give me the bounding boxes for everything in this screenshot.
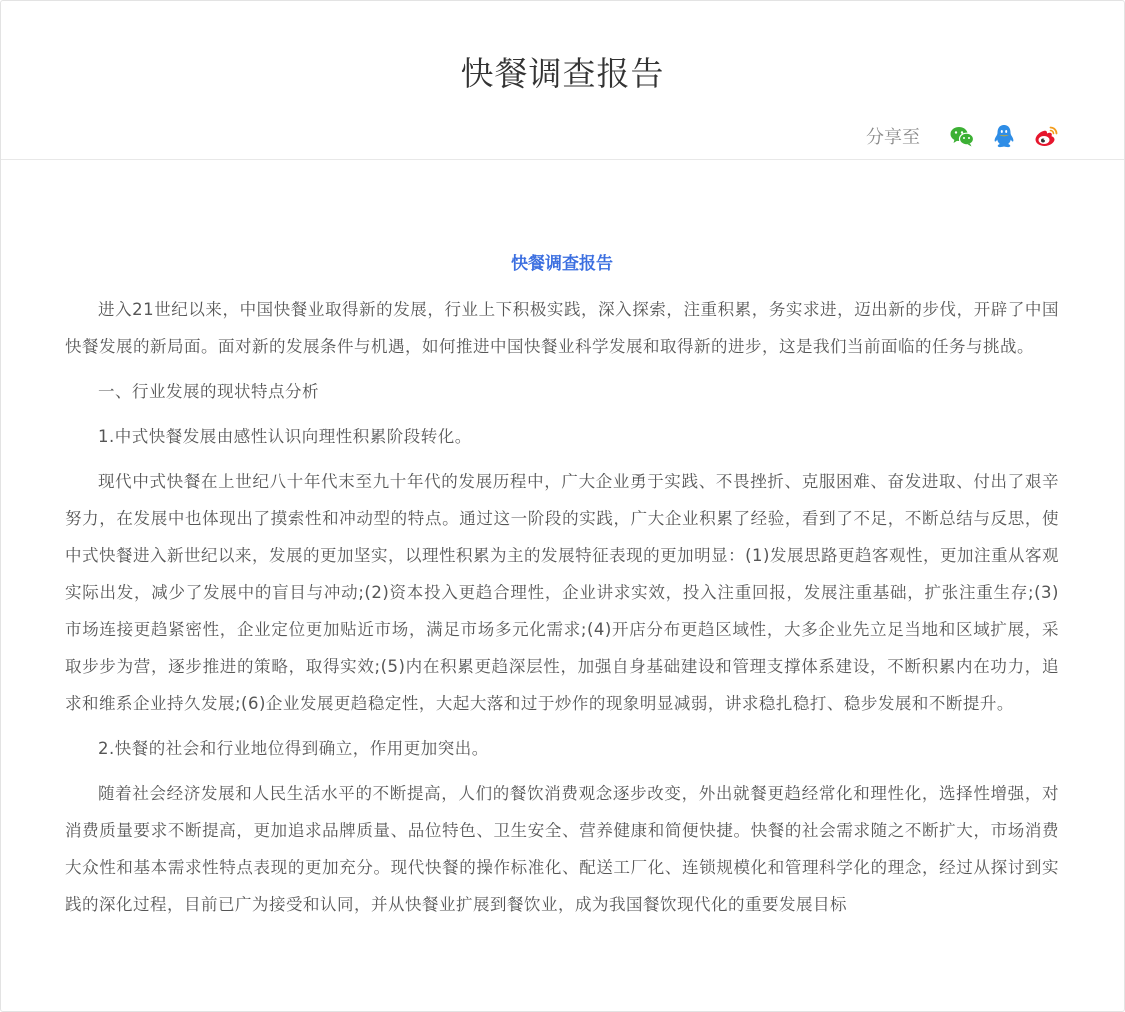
page-header	[1, 1, 1124, 160]
subsection-heading: 1.中式快餐发展由感性认识向理性积累阶段转化。	[98, 427, 472, 446]
article-body	[65, 246, 1059, 923]
page-title: 快餐调查报告	[460, 54, 665, 93]
subsection-heading: 2.快餐的社会和行业地位得到确立，作用更加突出。	[98, 739, 489, 758]
wechat-icon[interactable]	[948, 122, 976, 150]
article-paragraph: 进入21世纪以来，中国快餐业取得新的发展，行业上下积极实践，深入探索，注重积累，务实求进，迈出新的步伐，开辟了中国快餐发展的新局面。面对新的发展条件与机遇，如何推进中国快餐业科学发展和取得新的进步，这是我们当前面临的任务与挑战。	[65, 300, 1059, 356]
share-label: 分享至	[866, 127, 920, 148]
share-bar	[866, 121, 1060, 151]
qq-icon[interactable]	[990, 122, 1018, 150]
section-heading: 一、行业发展的现状特点分析	[98, 382, 319, 401]
article-paragraph: 随着社会经济发展和人民生活水平的不断提高，人们的餐饮消费观念逐步改变，外出就餐更趋经常化和理性化，选择性增强，对消费质量要求不断提高，更加追求品牌质量、品位特色、卫生安全、营养健康和简便快捷。快餐的社会需求随之不断扩大，市场消费大众性和基本需求性特点表现的更加充分。现代快餐的操作标准化、配送工厂化、连锁规模化和管理科学化的理念，经过从探讨到实践的深化过程，目前已广为接受和认同，并从快餐业扩展到餐饮业，成为我国餐饮现代化的重要发展目标	[65, 784, 1059, 914]
article-heading: 快餐调查报告	[511, 254, 613, 274]
article-paragraph: 现代中式快餐在上世纪八十年代末至九十年代的发展历程中，广大企业勇于实践、不畏挫折、克服困难、奋发进取、付出了艰辛努力，在发展中也体现出了摸索性和冲动型的特点。通过这一阶段的实践，广大企业积累了经验，看到了不足，不断总结与反思，使中式快餐进入新世纪以来，发展的更加坚实，以理性积累为主的发展特征表现的更加明显：(1)发展思路更趋客观性，更加注重从客观实际出发，减少了发展中的盲目与冲动;(2)资本投入更趋合理性，企业讲求实效，投入注重回报，发展注重基础，扩张注重生存;(3)市场连接更趋紧密性，企业定位更加贴近市场，满足市场多元化需求;(4)开店分布更趋区域性，大多企业先立足当地和区域扩展，采取步步为营，逐步推进的策略，取得实效;(5)内在积累更趋深层性，加强自身基础建设和管理支撑体系建设，不断积累内在功力，追求和维系企业持久发展;(6)企业发展更趋稳定性，大起大落和过于炒作的现象明显减弱，讲求稳扎稳打、稳步发展和不断提升。	[65, 472, 1059, 713]
weibo-icon[interactable]	[1032, 122, 1060, 150]
